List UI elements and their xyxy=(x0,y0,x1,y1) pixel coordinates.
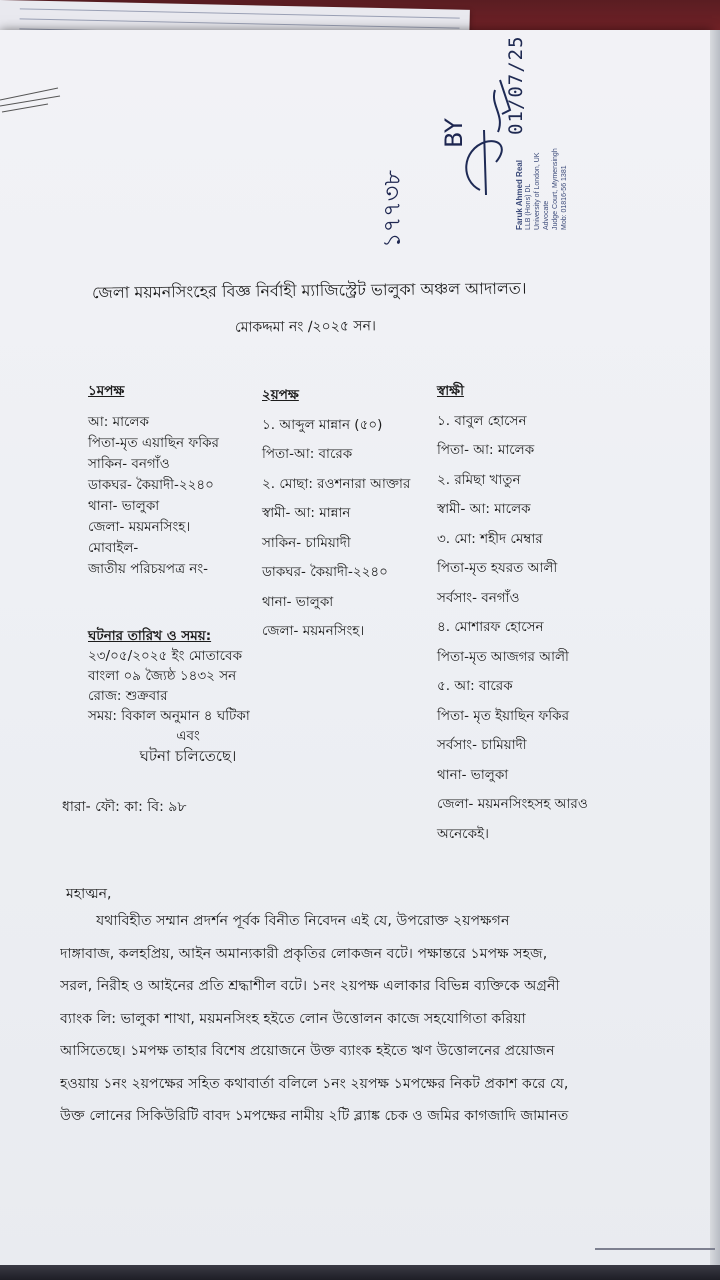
petition-body xyxy=(60,905,672,1133)
witness-line: স্বামী- আ: মালেক xyxy=(437,501,531,517)
stamp-line: Advocate xyxy=(543,200,550,230)
event-line: বাংলা ০৯ জ্যৈষ্ঠ ১৪৩২ সন xyxy=(88,668,237,684)
witness-line: জেলা- ময়মনসিংহসহ আরও xyxy=(437,796,588,812)
event-line: সময়: বিকাল অনুমান ৪ ঘটিকা xyxy=(88,708,250,724)
second-party-line: ডাকঘর- কৈয়াদী-২২৪০ xyxy=(262,564,388,580)
body-line: যথাবিহীত সম্মান প্রদর্শন পূর্বক বিনীত নিবেদন এই যে, উপরোক্ত ২য়পক্ষগন xyxy=(60,913,510,929)
second-party-line: থানা- ভালুকা xyxy=(262,593,334,610)
witness-line: থানা- ভালুকা xyxy=(437,766,509,783)
body-line: ব্যাংক লি: ভালুকা শাখা, ময়মনসিংহ হইতে লোন উত্তোলন কাজে সহযোগিতা করিয়া xyxy=(60,1010,526,1027)
stamp-line: LLB (Hons) DL xyxy=(525,183,532,230)
pen-scribble-marks xyxy=(0,70,80,130)
first-party-block xyxy=(88,381,258,580)
witnesses-block xyxy=(437,377,637,849)
handwritten-note-number: ১৭৭৩৮ xyxy=(378,170,406,248)
witness-line: পিতা-মৃত আজগর আলী xyxy=(437,648,569,665)
event-line: এবং xyxy=(176,728,200,744)
first-party-line: সাকিন- বনগাঁও xyxy=(88,456,170,472)
witness-line: সর্বসাং- বনগাঁও xyxy=(437,589,520,606)
body-line: উক্ত লোনের সিকিউরিটি বাবদ ১মপক্ষের নামীয় ২টি ব্ল্যাঙ্ক চেক ও জমির কাগজাদি জামানত xyxy=(60,1108,569,1124)
body-line: দাঙ্গাবাজ, কলহপ্রিয়, আইন অমান্যকারী প্রকৃতির লোকজন বটে। পক্ষান্তরে ১মপক্ষ সহজ, xyxy=(60,945,548,962)
witness-line: ১. বাবুল হোসেন xyxy=(437,412,527,429)
first-party-line: জেলা- ময়মনসিংহ। xyxy=(88,519,191,535)
stamp-line: Mob: 01816-56 1381 xyxy=(561,165,568,230)
first-party-line: ডাকঘর- কৈয়াদী-২২৪০ xyxy=(88,477,214,493)
witness-line: ২. রমিছা খাতুন xyxy=(437,471,521,488)
event-date-time-block xyxy=(88,626,288,766)
first-party-line: পিতা-মৃত এয়াছিন ফকির xyxy=(88,435,219,451)
second-party-line: ২. মোছা: রওশনারা আক্তার xyxy=(262,475,411,492)
witness-line: ৫. আ: বারেক xyxy=(437,678,513,694)
stamp-line: Judge Court, Mymensingh xyxy=(552,148,559,230)
witnesses-heading: স্বাক্ষী xyxy=(437,383,464,399)
witness-line: ৩. মো: শহীদ মেম্বার xyxy=(437,530,543,547)
court-title: জেলা ময়মনসিংহের বিজ্ঞ নির্বাহী ম্যাজিস্ট্রেট ভালুকা অঞ্চল আদালত। xyxy=(91,278,527,303)
body-line: আসিতেছে। ১মপক্ষ তাহার বিশেষ প্রয়োজনে উক্ত ব্যাংক হইতে ঋণ উত্তোলনের প্রয়োজন xyxy=(60,1043,555,1059)
witness-line: পিতা- আ: মালেক xyxy=(437,442,535,458)
second-party-line: সাকিন- চামিয়াদী xyxy=(262,534,351,551)
second-party-line: পিতা-আ: বারেক xyxy=(262,446,353,462)
first-party-line: মোবাইল- xyxy=(88,540,139,556)
witness-line: পিতা-মৃত হযরত আলী xyxy=(437,560,558,576)
stamp-name: Faruk Ahmed Real xyxy=(515,160,524,230)
advocate-stamp xyxy=(515,80,569,230)
body-line: সরল, নিরীহ ও আইনের প্রতি শ্রদ্ধাশীল বটে। ১নং ২য়পক্ষ এলাকার বিভিন্ন ব্যক্তিকে অগ্রনী xyxy=(60,978,560,994)
first-party-line: আ: মালেক xyxy=(88,414,149,430)
first-party-heading: ১মপক্ষ xyxy=(88,383,125,399)
witness-line: অনেকেই। xyxy=(437,825,489,842)
desk-bottom xyxy=(0,1265,720,1280)
case-number: মোকদ্দমা নং /২০২৫ সন। xyxy=(234,318,377,336)
body-line: হওয়ায় ১নং ২য়পক্ষের সহিত কথাবার্তা বলিলে ১নং ২য়পক্ষ ১মপক্ষের নিকট প্রকাশ করে যে, xyxy=(60,1075,569,1092)
event-line: রোজ: শুক্রবার xyxy=(88,688,168,704)
first-party-line: থানা- ভালুকা xyxy=(88,498,160,514)
witness-line: ৪. মোশারফ হোসেন xyxy=(437,619,544,635)
second-party-line: জেলা- ময়মনসিংহ। xyxy=(262,623,365,639)
first-party-line: জাতীয় পরিচয়পত্র নং- xyxy=(88,561,209,577)
handwritten-note-by: BY xyxy=(440,118,468,148)
legal-section: ধারা- ফৌ: কা: বি: ৯৮ xyxy=(62,799,187,815)
second-party-line: ১. আব্দুল মান্নান (৫০) xyxy=(262,416,383,433)
second-party-block xyxy=(262,381,447,647)
event-line: ২৩/০৫/২০২৫ ইং মোতাবেক xyxy=(88,648,243,664)
second-party-line: স্বামী- আ: মান্নান xyxy=(262,505,351,521)
page-edge xyxy=(710,30,720,1280)
witness-line: পিতা- মৃত ইয়াছিন ফকির xyxy=(437,707,570,724)
event-line: ঘটনা চলিতেছে। xyxy=(139,747,237,765)
witness-line: সর্বসাং- চামিয়াদী xyxy=(437,737,527,753)
handwritten-date: 01/07/25 xyxy=(505,35,527,135)
stamp-line: University of London, UK xyxy=(534,152,541,230)
event-heading: ঘটনার তারিখ ও সময়: xyxy=(88,628,212,644)
page-bottom-rule xyxy=(595,1248,715,1250)
salutation: মহাত্মন, xyxy=(66,886,112,902)
second-party-heading: ২য়পক্ষ xyxy=(262,387,299,403)
